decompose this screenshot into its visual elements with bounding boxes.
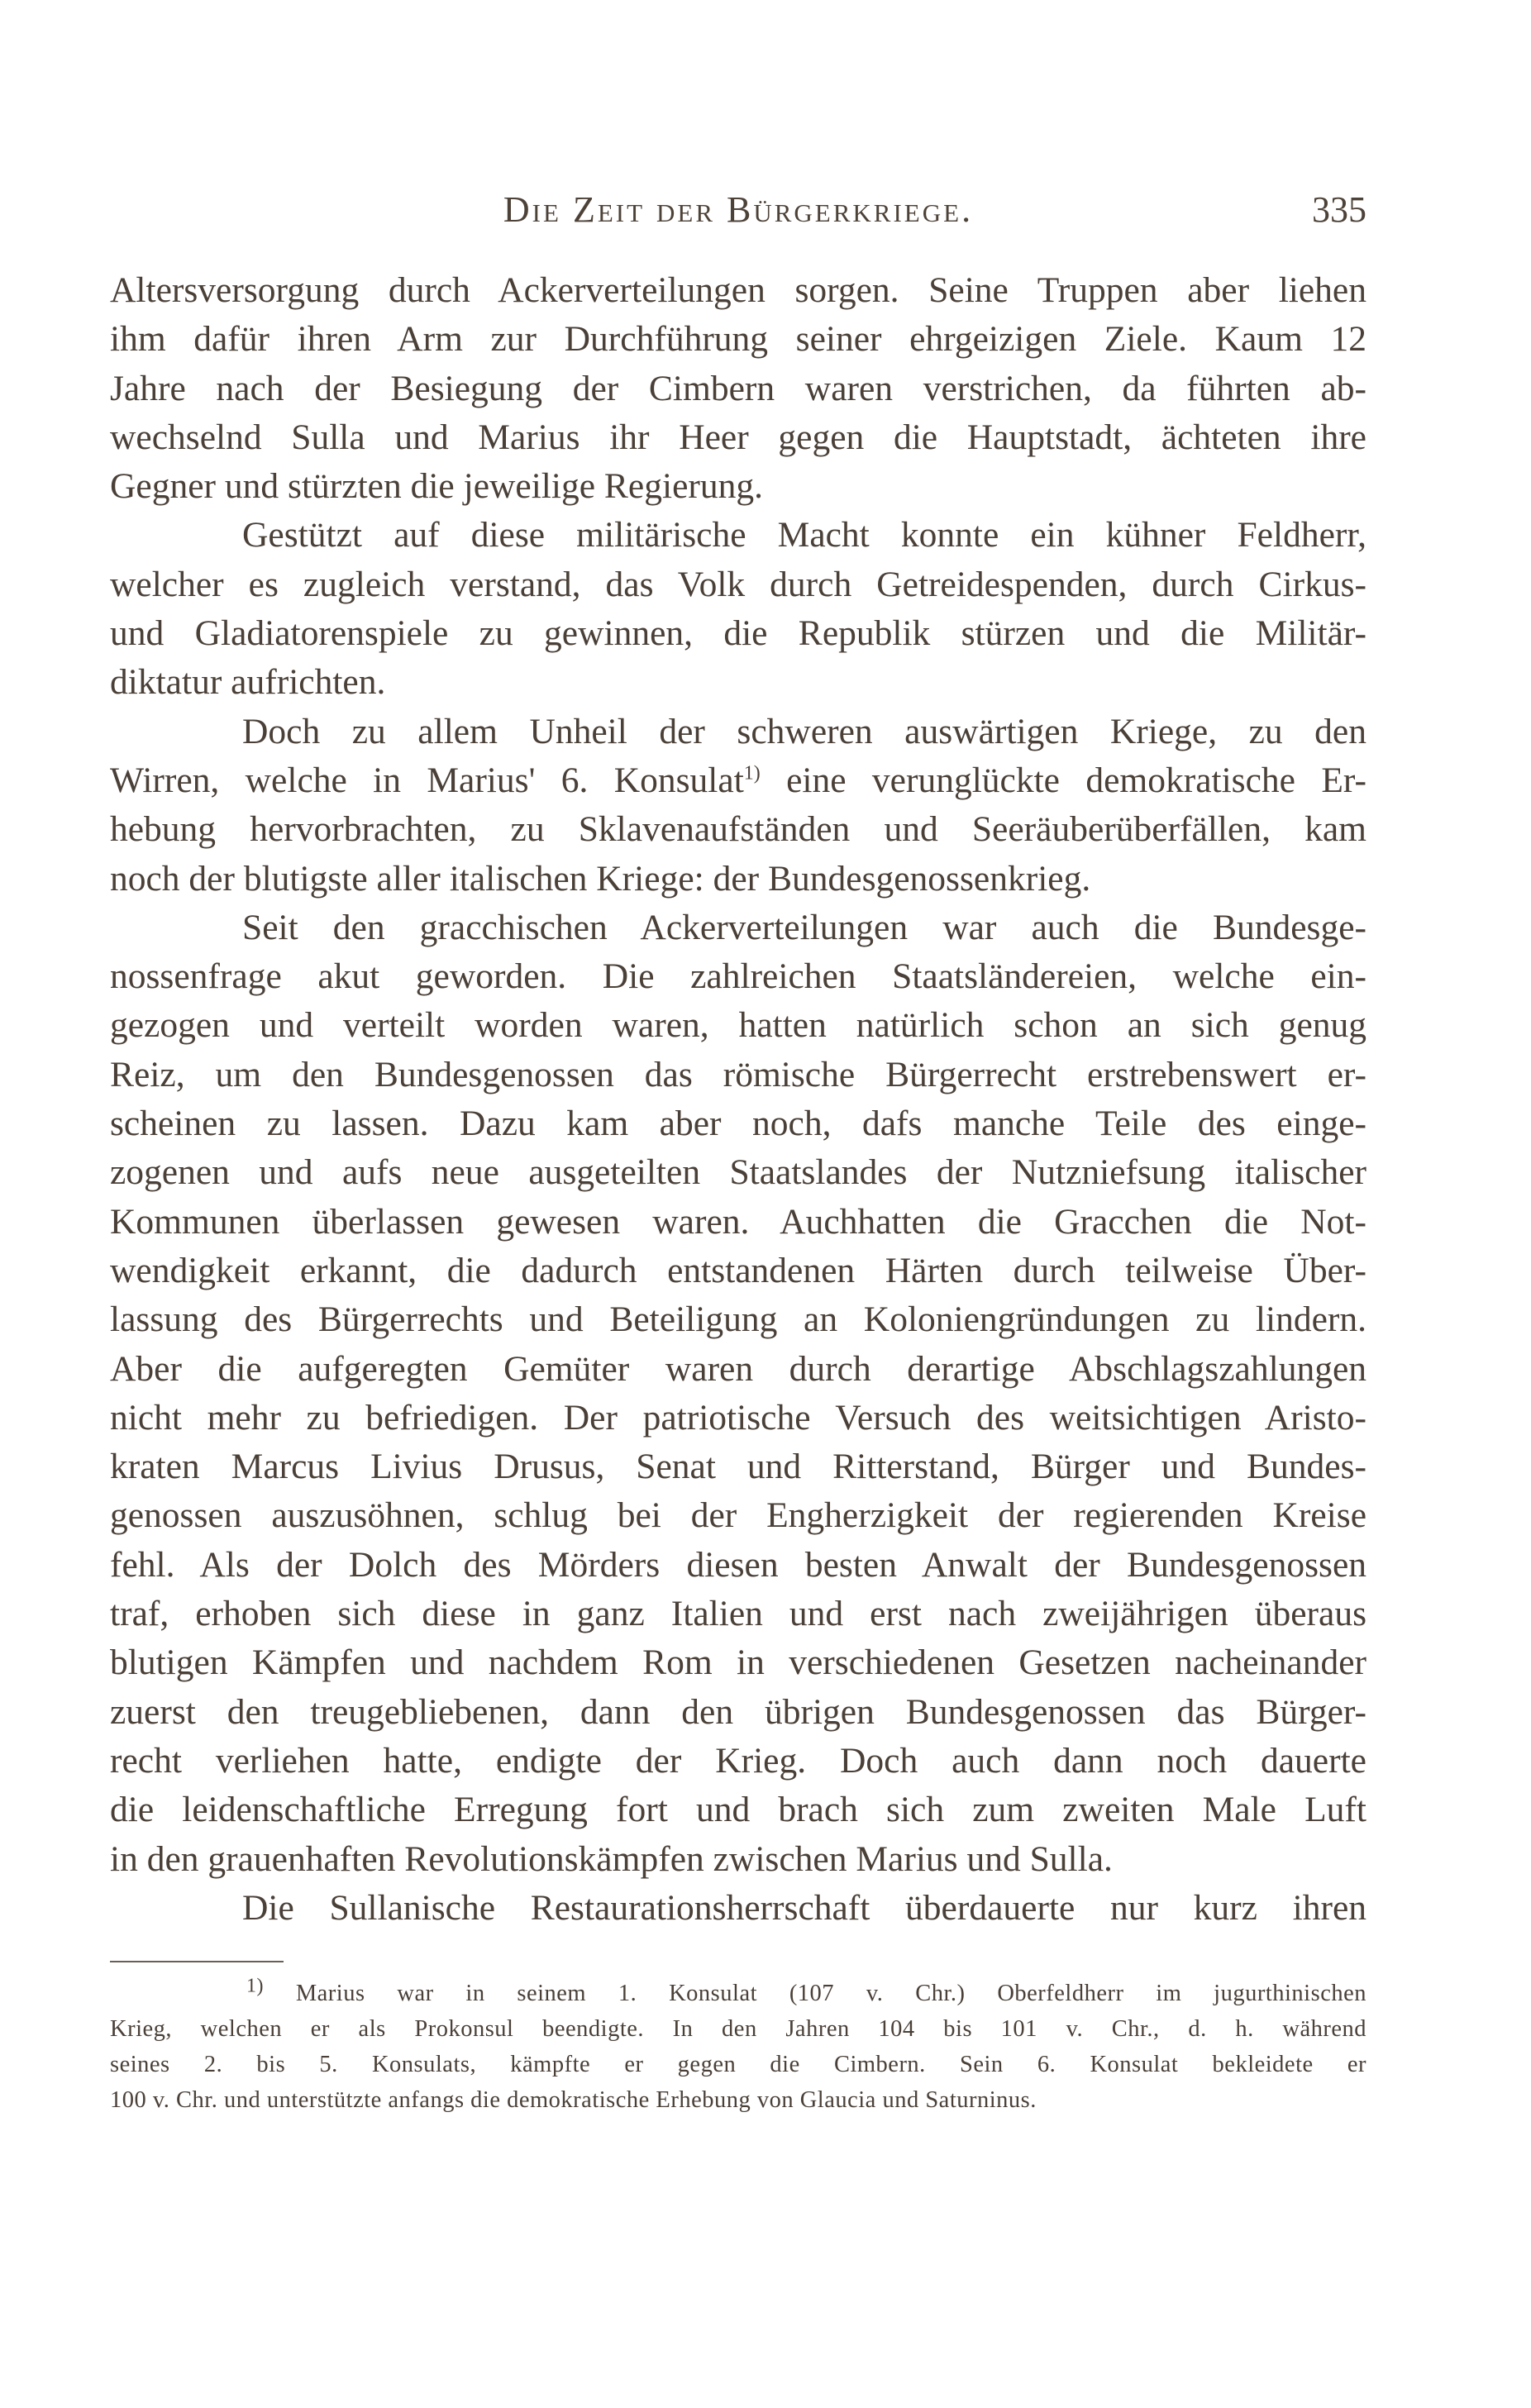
- text-line: Kommunen überlassen gewesen waren. Auchhatten die Gracchen die Not-: [110, 1201, 1366, 1242]
- footnote-reference: 1): [743, 762, 761, 784]
- text-line: zuerst den treugebliebenen, dann den übrigen Bundesgenossen das Bürger-: [110, 1691, 1366, 1732]
- text-line: lassung des Bürgerrechts und Beteiligung an Koloniengründungen zu lindern.: [110, 1299, 1366, 1340]
- text-line: und Gladiatorenspiele zu gewinnen, die Republik stürzen und die Militär-: [110, 613, 1366, 654]
- footnote-line: 100 v. Chr. und unterstützte anfangs die demokratische Erhebung von Glaucia und Saturninus.: [110, 2087, 1037, 2113]
- text-line: Gegner und stürzten die jeweilige Regierung.: [110, 466, 763, 507]
- footnote-line: [110, 1976, 1366, 2011]
- text-fragment: Wirren, welche in Marius' 6. Konsulat: [110, 760, 744, 800]
- text-line: wechselnd Sulla und Marius ihr Heer gegen die Hauptstadt, ächteten ihre: [110, 417, 1366, 457]
- text-line: Reiz, um den Bundesgenossen das römische Bürgerrecht erstrebenswert er-: [110, 1054, 1366, 1094]
- text-line: genossen auszusöhnen, schlug bei der Engherzigkeit der regierenden Kreise: [110, 1495, 1366, 1536]
- text-line: gezogen und verteilt worden waren, hatten natürlich schon an sich genug: [110, 1005, 1366, 1046]
- text-line: blutigen Kämpfen und nachdem Rom in verschiedenen Gesetzen nacheinander: [110, 1643, 1366, 1683]
- text-fragment: eine verunglückte demokratische Er-: [760, 760, 1366, 800]
- text-line: fehl. Als der Dolch des Mörders diesen besten Anwalt der Bundesgenossen: [110, 1544, 1366, 1585]
- text-line: diktatur aufrichten.: [110, 662, 386, 703]
- page-header: [110, 188, 1366, 238]
- text-line: noch der blutigste aller italischen Kriege: der Bundesgenossenkrieg.: [110, 858, 1091, 899]
- text-line: Die Sullanische Restaurationsherrschaft überdauerte nur kurz ihren: [242, 1887, 1366, 1928]
- page-number: 335: [1312, 189, 1366, 230]
- running-title: Die Zeit der Bürgerkriege.: [503, 189, 974, 230]
- text-line: kraten Marcus Livius Drusus, Senat und Ritterstand, Bürger und Bundes-: [110, 1447, 1366, 1487]
- text-line: in den grauenhaften Revolutionskämpfen zwischen Marius und Sulla.: [110, 1838, 1113, 1879]
- text-line: zogenen und aufs neue ausgeteilten Staatslandes der Nutzniefsung italischer: [110, 1152, 1366, 1193]
- body-text: [110, 266, 1366, 1933]
- text-line: wendigkeit erkannt, die dadurch entstandenen Härten durch teilweise Über-: [110, 1250, 1366, 1290]
- text-line: hebung hervorbrachten, zu Sklavenaufständen und Seeräuberüberfällen, kam: [110, 809, 1366, 850]
- text-line: traf, erhoben sich diese in ganz Italien und erst nach zweijährigen überaus: [110, 1594, 1366, 1634]
- footnote-marker: 1): [246, 1976, 264, 1997]
- footnote-line: seines 2. bis 5. Konsulats, kämpfte er gegen die Cimbern. Sein 6. Konsulat bekleidete er: [110, 2052, 1366, 2077]
- footnote-text: Marius war in seinem 1. Konsulat (107 v. Chr.) Oberfeldherr im jugurthinischen: [295, 1981, 1366, 2006]
- text-line: Altersversorgung durch Ackerverteilungen sorgen. Seine Truppen aber liehen: [110, 270, 1366, 310]
- text-line: Gestützt auf diese militärische Macht konnte ein kühner Feldherr,: [242, 515, 1366, 556]
- footnote-line: Krieg, welchen er als Prokonsul beendigte. In den Jahren 104 bis 101 v. Chr., d. h. während: [110, 2016, 1366, 2042]
- text-line: recht verliehen hatte, endigte der Krieg. Doch auch dann noch dauerte: [110, 1740, 1366, 1781]
- text-line: Jahre nach der Besiegung der Cimbern waren verstrichen, da führten ab-: [110, 368, 1366, 408]
- text-line: Aber die aufgeregten Gemüter waren durch derartige Abschlagszahlungen: [110, 1348, 1366, 1389]
- footnote-divider: [110, 1961, 284, 1962]
- text-line-with-footnote: [110, 756, 1366, 805]
- text-line: ihm dafür ihren Arm zur Durchführung seiner ehrgeizigen Ziele. Kaum 12: [110, 319, 1366, 360]
- footnotes: [110, 1976, 1366, 2118]
- text-line: welcher es zugleich verstand, das Volk durch Getreidespenden, durch Cirkus-: [110, 564, 1366, 604]
- text-line: scheinen zu lassen. Dazu kam aber noch, dafs manche Teile des einge-: [110, 1104, 1366, 1144]
- text-line: nicht mehr zu befriedigen. Der patriotische Versuch des weitsichtigen Aristo-: [110, 1397, 1366, 1438]
- text-line: Seit den gracchischen Ackerverteilungen war auch die Bundesge-: [242, 907, 1366, 947]
- text-line: nossenfrage akut geworden. Die zahlreichen Staatsländereien, welche ein-: [110, 956, 1366, 997]
- text-line: die leidenschaftliche Erregung fort und brach sich zum zweiten Male Luft: [110, 1790, 1366, 1830]
- text-line: Doch zu allem Unheil der schweren auswärtigen Kriege, zu den: [242, 711, 1366, 751]
